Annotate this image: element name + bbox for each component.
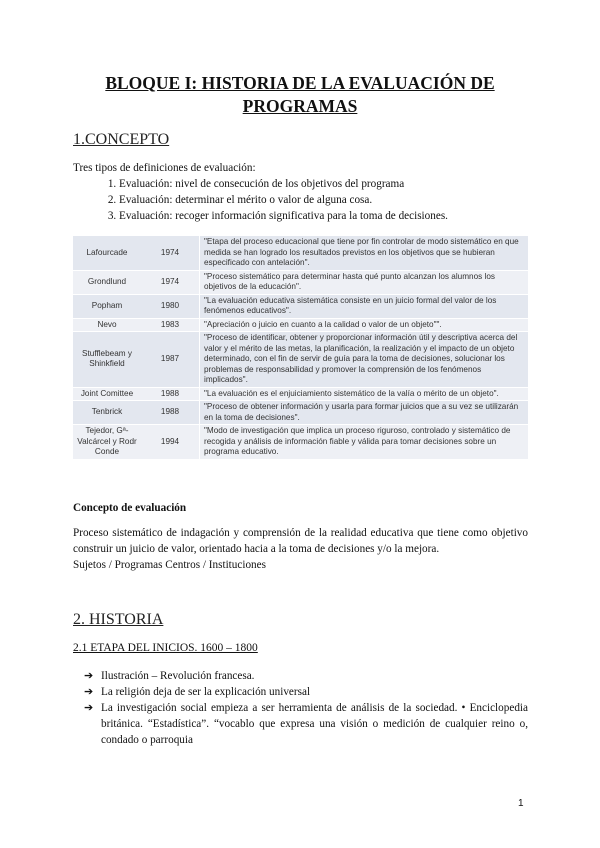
page-title: BLOQUE I: HISTORIA DE LA EVALUACIÓN DE PROGRAMAS: [105, 73, 495, 116]
bullet-text: La investigación social empieza a ser herramienta de análisis de la sociedad. • Enciclopedia británica. “Estadística”. “vocablo que expresa una visión o medición de cualquier reino o, condado o parroquia: [101, 702, 528, 746]
list-item: 1. Evaluación: nivel de consecución de los objetivos del programa: [119, 176, 533, 192]
year-cell: 1974: [141, 270, 200, 294]
author-cell: Tejedor, Gª-Valcárcel y Rodr Conde: [73, 425, 141, 460]
year-cell: 1974: [141, 236, 200, 270]
concepto-text: Proceso sistemático de indagación y comprensión de la realidad educativa que tiene como objetivo construir un juicio de valor, orientado hacia a la toma de decisiones y/o la mejora.: [73, 527, 528, 555]
author-cell: Tenbrick: [73, 401, 141, 425]
table-row: [73, 294, 528, 318]
definition-cell: "Apreciación o juicio en cuanto a la calidad o valor de un objeto"".: [200, 318, 529, 332]
concepto-subjects: Sujetos / Programas Centros / Instituciones: [73, 559, 266, 571]
author-cell: Joint Comittee: [73, 387, 141, 401]
author-cell: Stufflebeam y Shinkfield: [73, 332, 141, 388]
definition-cell: "Proceso de obtener información y usarla para formar juicios que a su vez se utilizarán en la toma de decisiones".: [200, 401, 529, 425]
page-number: 1: [518, 798, 524, 809]
list-item: [73, 700, 528, 748]
list-item: [73, 684, 528, 700]
definitions-list: [73, 176, 533, 224]
table-row: [73, 236, 528, 270]
arrow-icon: ➔: [84, 702, 94, 714]
year-cell: 1980: [141, 294, 200, 318]
definition-cell: "La evaluación es el enjuiciamiento sistemático de la valía o mérito de un objeto".: [200, 387, 529, 401]
bullet-text: Ilustración – Revolución francesa.: [101, 670, 255, 682]
table-row: [73, 332, 528, 388]
year-cell: 1983: [141, 318, 200, 332]
bullet-text: La religión deja de ser la explicación universal: [101, 686, 311, 698]
author-cell: Nevo: [73, 318, 141, 332]
table-row: [73, 401, 528, 425]
table-row: [73, 270, 528, 294]
list-item: 3. Evaluación: recoger información significativa para la toma de decisiones.: [119, 208, 533, 224]
year-cell: 1988: [141, 401, 200, 425]
arrow-icon: ➔: [84, 686, 94, 698]
definition-cell: "Proceso sistemático para determinar hasta qué punto alcanzan los alumnos los objetivos de la educación".: [200, 270, 529, 294]
year-cell: 1987: [141, 332, 200, 388]
intro-text: Tres tipos de definiciones de evaluación:: [73, 162, 256, 174]
section-heading-concepto: 1.CONCEPTO: [73, 131, 170, 148]
historia-bullets: [73, 668, 528, 748]
concepto-heading: Concepto de evaluación: [73, 502, 187, 514]
list-item: 2. Evaluación: determinar el mérito o valor de alguna cosa.: [119, 192, 533, 208]
section-heading-historia: 2. HISTORIA: [73, 611, 164, 628]
table-row: [73, 387, 528, 401]
arrow-icon: ➔: [84, 670, 94, 682]
definition-cell: "Modo de investigación que implica un proceso riguroso, controlado y sistemático de recogida y análisis de información fiable y válida para tomar decisiones sobre un programa educativo.: [200, 425, 529, 460]
list-item: [73, 668, 528, 684]
table-row: [73, 318, 528, 332]
author-cell: Lafourcade: [73, 236, 141, 270]
author-cell: Popham: [73, 294, 141, 318]
definition-cell: "Proceso de identificar, obtener y proporcionar información útil y descriptiva acerca del valor y el mérito de las metas, la planificación, la realización y el impacto de un objeto determinado, con el fin de servir de guía para la toma de decisiones, solucionar los problemas de responsabilidad y promover la comprensión de los fenómenos implicados".: [200, 332, 529, 388]
definitions-block: [73, 160, 533, 224]
year-cell: 1994: [141, 425, 200, 460]
concepto-paragraph: [73, 525, 528, 573]
author-cell: Grondlund: [73, 270, 141, 294]
definitions-table: [73, 236, 528, 460]
definition-cell: "La evaluación educativa sistemática consiste en un juicio formal del valor de los fenómenos educativos".: [200, 294, 529, 318]
subsection-heading: 2.1 ETAPA DEL INICIOS. 1600 – 1800: [73, 642, 258, 654]
year-cell: 1988: [141, 387, 200, 401]
table-row: [73, 425, 528, 460]
definition-cell: "Etapa del proceso educacional que tiene por fin controlar de modo sistemático en que medida se han logrado los resultados previstos en los objetivos que se hubieran especificado con antelación".: [200, 236, 529, 270]
